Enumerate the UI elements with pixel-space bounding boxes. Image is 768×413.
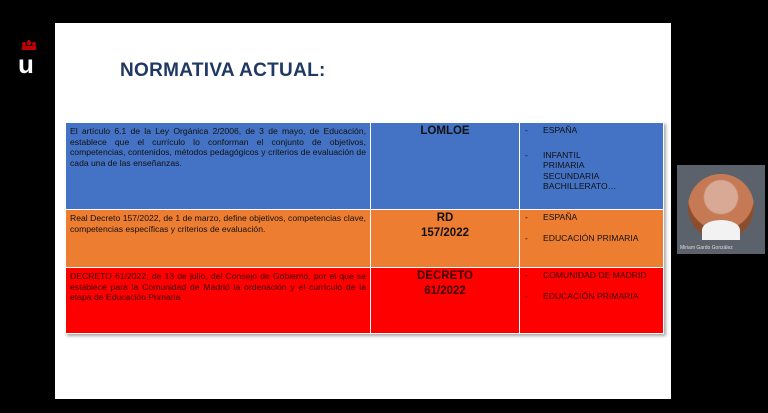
scope-item: - ESPAÑA — [525, 125, 578, 135]
participant-video — [688, 174, 754, 240]
participant-webcam-tile[interactable] — [677, 165, 765, 254]
scope-item: - EDUCACIÓN PRIMARIA — [525, 232, 639, 243]
scope-item: SECUNDARIA — [543, 170, 600, 181]
code-label: LOMLOE — [420, 125, 470, 137]
row-code — [371, 123, 520, 210]
row-description: El artículo 6.1 de la Ley Orgánica 2/2006, de 3 de mayo, de Educación, establece que el currículo lo conforman el conjunto de objetivos, competencias, contenidos, métodos pedagógicos y criterios de evaluación de cada una de las enseñanzas. — [66, 123, 371, 210]
scope-item: - INFANTIL — [525, 149, 581, 160]
logo-letter: u — [18, 49, 34, 79]
row-description: DECRETO 61/2022, de 13 de julio, del Consejo de Gobierno, por el que se establece para la Comunidad de Madrid la ordenación y el currículo de la etapa de Educación Primaria — [66, 268, 371, 334]
scope-item: PRIMARIA — [543, 160, 585, 171]
row-scope — [520, 268, 664, 334]
code-label: RD — [436, 212, 454, 224]
row-code — [371, 268, 520, 334]
code-number: 61/2022 — [424, 285, 466, 297]
table-row-rd — [66, 210, 664, 268]
row-description: Real Decreto 157/2022, de 1 de marzo, define objetivos, competencias clave, competencias específicas y criterios de evaluación. — [66, 210, 371, 268]
scope-item: - ESPAÑA — [525, 212, 578, 222]
university-logo — [14, 40, 44, 80]
scope-item: BACHILLERATO… — [543, 181, 617, 192]
table-row-decreto — [66, 268, 664, 334]
slide-title: NORMATIVA ACTUAL: — [120, 60, 326, 81]
table-row-lomloe — [66, 123, 664, 210]
row-code — [371, 210, 520, 268]
row-scope — [520, 123, 664, 210]
code-number: 157/2022 — [421, 227, 469, 239]
participant-name: Miriam Gardo González — [680, 245, 733, 251]
scope-item: - COMUNIDAD DE MADRID — [525, 270, 647, 280]
normativa-table — [65, 122, 664, 334]
scope-item: - EDUCACIÓN PRIMARIA — [525, 290, 639, 301]
code-label: DECRETO — [416, 270, 474, 282]
presentation-slide — [55, 23, 671, 399]
row-scope — [520, 210, 664, 268]
